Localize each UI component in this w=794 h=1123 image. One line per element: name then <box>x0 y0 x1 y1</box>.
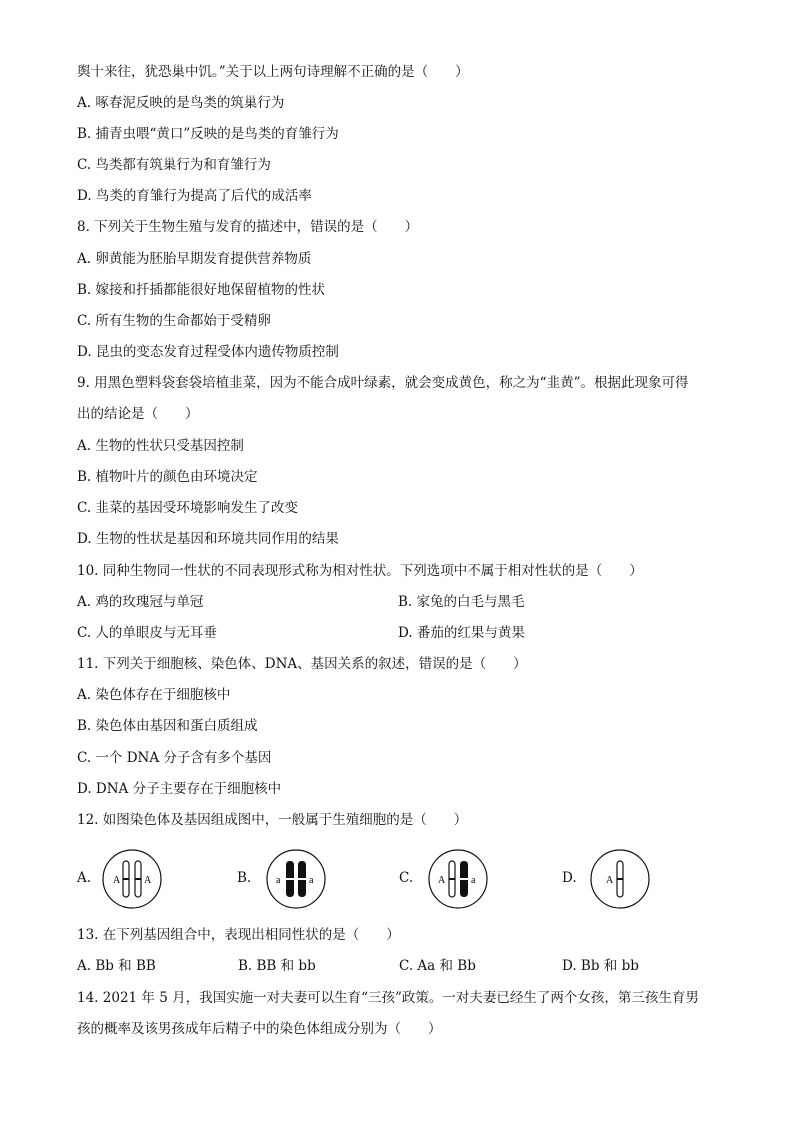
q12-cell-d-diagram <box>588 848 652 910</box>
question-14-stem: 14. 2021 年 5 月，我国实施一对夫妻可以生育“三孩”政策。一对夫妻已经生了两个女孩，第三孩生育男 <box>77 990 699 1006</box>
q12-cell-c-diagram <box>426 848 490 910</box>
q8-option-b: B. 嫁接和扦插都能很好地保留植物的性状 <box>77 282 326 298</box>
q13-option-a: A. Bb 和 BB <box>77 958 156 974</box>
q8-option-c: C. 所有生物的生命都始于受精卵 <box>77 313 271 329</box>
question-8-stem: 8. 下列关于生物生殖与发育的描述中，错误的是（ ） <box>77 219 419 235</box>
q9-option-c: C. 韭菜的基因受环境影响发生了改变 <box>77 500 298 516</box>
q12-cell-a-diagram <box>100 848 164 910</box>
q12-fig-b-label: B. <box>237 870 252 886</box>
q12-fig-c-label: C. <box>399 870 414 886</box>
question-9-stem: 9. 用黑色塑料袋套袋培植韭菜，因为不能合成叶绿素，就会变成黄色，称之为“韭黄”。根据此现象可得 <box>77 375 689 391</box>
q10-option-d: D. 番茄的红果与黄果 <box>398 625 525 641</box>
q12-c-gene-right: a <box>471 875 476 886</box>
q9-option-d: D. 生物的性状是基因和环境共同作用的结果 <box>77 531 339 547</box>
question-11-stem: 11. 下列关于细胞核、染色体、DNA、基因关系的叙述，错误的是（ ） <box>77 656 527 672</box>
question-14-stem-cont: 孩的概率及该男孩成年后精子中的染色体组成分别为（ ） <box>77 1021 442 1037</box>
q13-option-d: D. Bb 和 bb <box>562 958 639 974</box>
q12-figure-row <box>0 848 794 910</box>
q10-option-c: C. 人的单眼皮与无耳垂 <box>77 625 217 641</box>
q12-a-gene-left: A <box>113 875 121 886</box>
q11-option-b: B. 染色体由基因和蛋白质组成 <box>77 718 258 734</box>
q12-a-gene-right: A <box>144 875 152 886</box>
q13-option-c: C. Aa 和 Bb <box>399 958 476 974</box>
question-12-stem: 12. 如图染色体及基因组成图中，一般属于生殖细胞的是（ ） <box>77 812 468 828</box>
q12-fig-d-label: D. <box>562 870 577 886</box>
question-10-stem: 10. 同种生物同一性状的不同表现形式称为相对性状。下列选项中不属于相对性状的是（ ） <box>77 563 643 579</box>
q12-cell-b-diagram <box>264 848 328 910</box>
q12-b-gene-right: a <box>309 875 314 886</box>
q11-option-d: D. DNA 分子主要存在于细胞核中 <box>77 781 282 797</box>
q7-option-c: C. 鸟类都有筑巢行为和育雏行为 <box>77 157 271 173</box>
q12-fig-a-label: A. <box>77 870 92 886</box>
q11-option-a: A. 染色体存在于细胞核中 <box>77 687 231 703</box>
question-9-stem-cont: 出的结论是（ ） <box>77 406 199 422</box>
q10-option-a: A. 鸡的玫瑰冠与单冠 <box>77 594 204 610</box>
q13-option-b: B. BB 和 bb <box>238 958 316 974</box>
q12-d-gene-left: A <box>606 875 614 886</box>
q12-b-gene-left: a <box>276 875 281 886</box>
q8-option-d: D. 昆虫的变态发育过程受体内遗传物质控制 <box>77 344 339 360</box>
q7-option-a: A. 啄春泥反映的是鸟类的筑巢行为 <box>77 95 285 111</box>
q12-c-gene-left: A <box>438 875 446 886</box>
q8-option-a: A. 卵黄能为胚胎早期发育提供营养物质 <box>77 251 312 267</box>
question-13-stem: 13. 在下列基因组合中，表现出相同性状的是（ ） <box>77 927 400 943</box>
q11-option-c: C. 一个 DNA 分子含有多个基因 <box>77 750 272 766</box>
q7-option-d: D. 鸟类的育雏行为提高了后代的成活率 <box>77 188 312 204</box>
q10-option-b: B. 家兔的白毛与黑毛 <box>398 594 525 610</box>
q9-option-b: B. 植物叶片的颜色由环境决定 <box>77 469 258 485</box>
q7-option-b: B. 捕青虫喂“黄口”反映的是鸟类的育雏行为 <box>77 126 339 142</box>
q9-option-a: A. 生物的性状只受基因控制 <box>77 438 244 454</box>
question-7-stem-cont: 舆十来往，犹恐巢中饥。”关于以上两句诗理解不正确的是（ ） <box>77 64 469 80</box>
